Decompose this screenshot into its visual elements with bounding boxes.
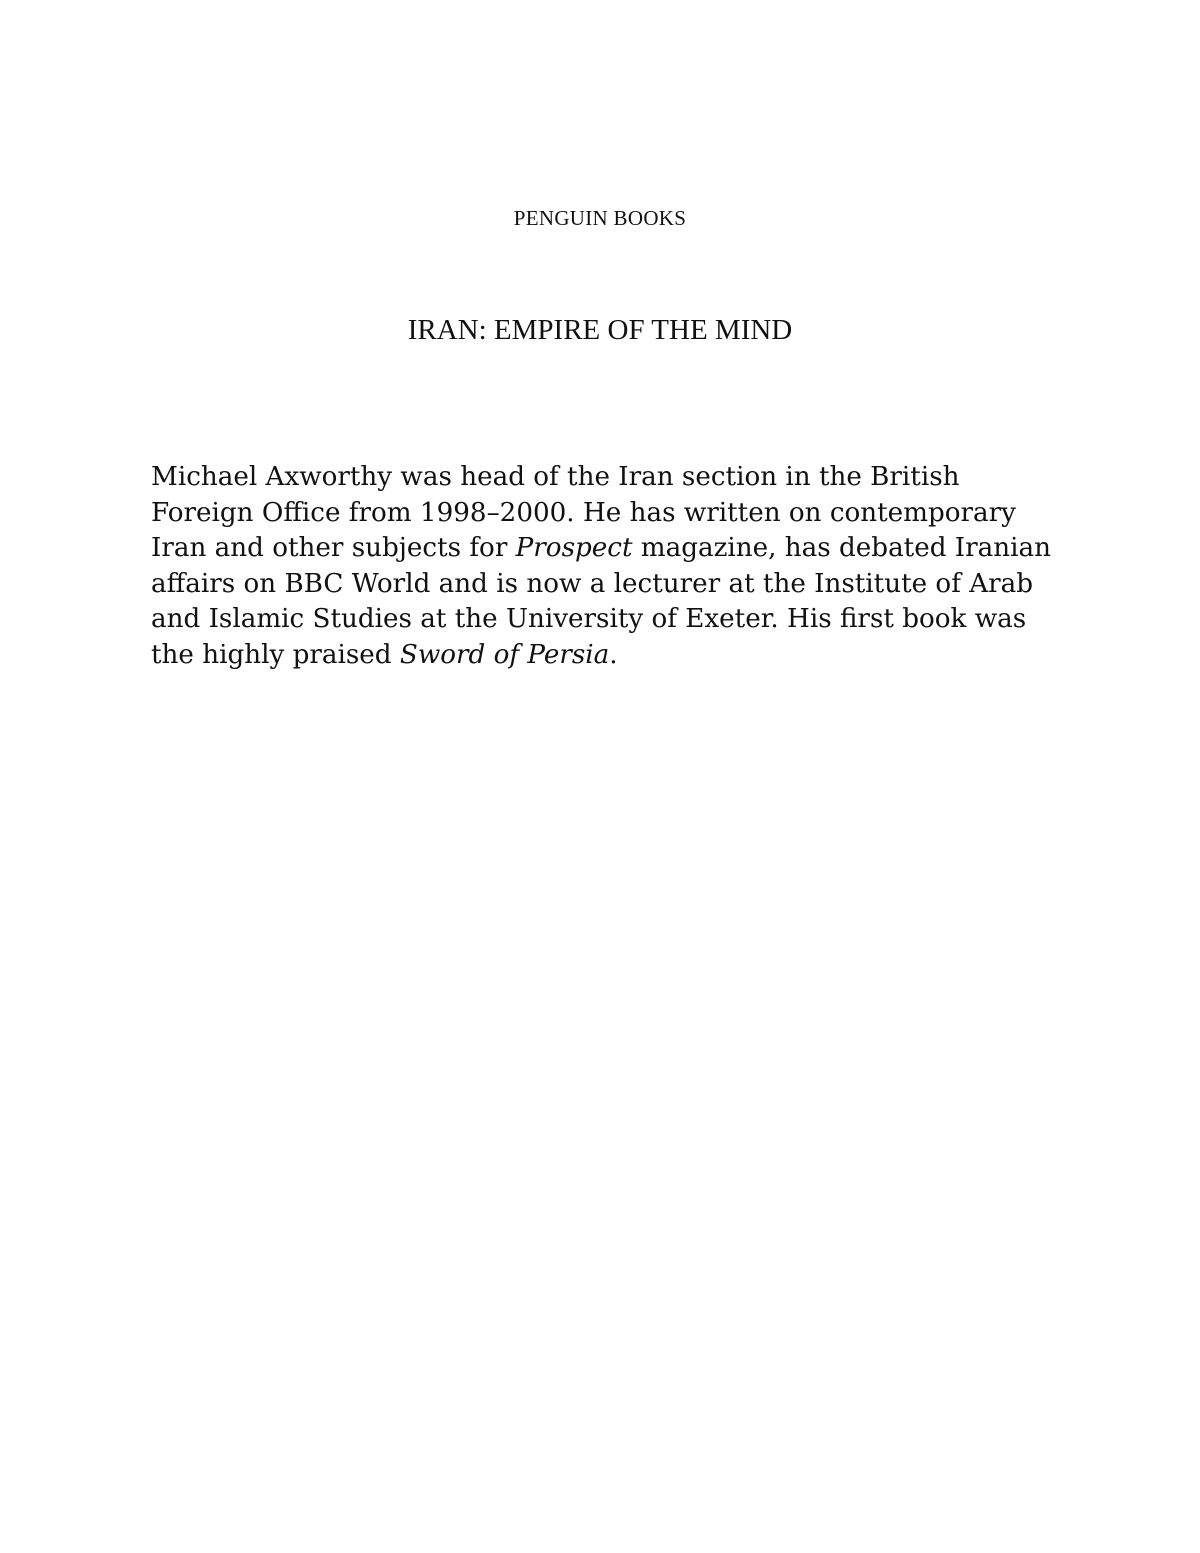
bio-line-3 [151, 531, 1051, 567]
bio-line-4: affairs on BBC World and is now a lecturer at the Institute of Arab [151, 568, 1034, 599]
bio-line-3-end: magazine, has debated Iranian [632, 533, 1051, 563]
bio-line-6-start: the highly praised [151, 639, 400, 670]
bio-line-6-end: . [609, 639, 618, 670]
magazine-title: Prospect [515, 533, 633, 563]
bio-line-5: and Islamic Studies at the University of Exeter. His first book was [151, 604, 1027, 634]
first-book-title: Sword of Persia [399, 639, 610, 670]
bio-line-6 [151, 638, 1051, 674]
bio-line-2: Foreign Office from 1998–2000. He has written on contemporary [151, 497, 1016, 528]
bio-line-1: Michael Axworthy was head of the Iran section in the British [151, 462, 960, 492]
bio-line-3-start: Iran and other subjects for [151, 533, 516, 563]
book-title: IRAN: EMPIRE OF THE MIND [407, 314, 793, 346]
publisher-name: PENGUIN BOOKS [513, 206, 687, 230]
author-bio [151, 460, 1051, 673]
